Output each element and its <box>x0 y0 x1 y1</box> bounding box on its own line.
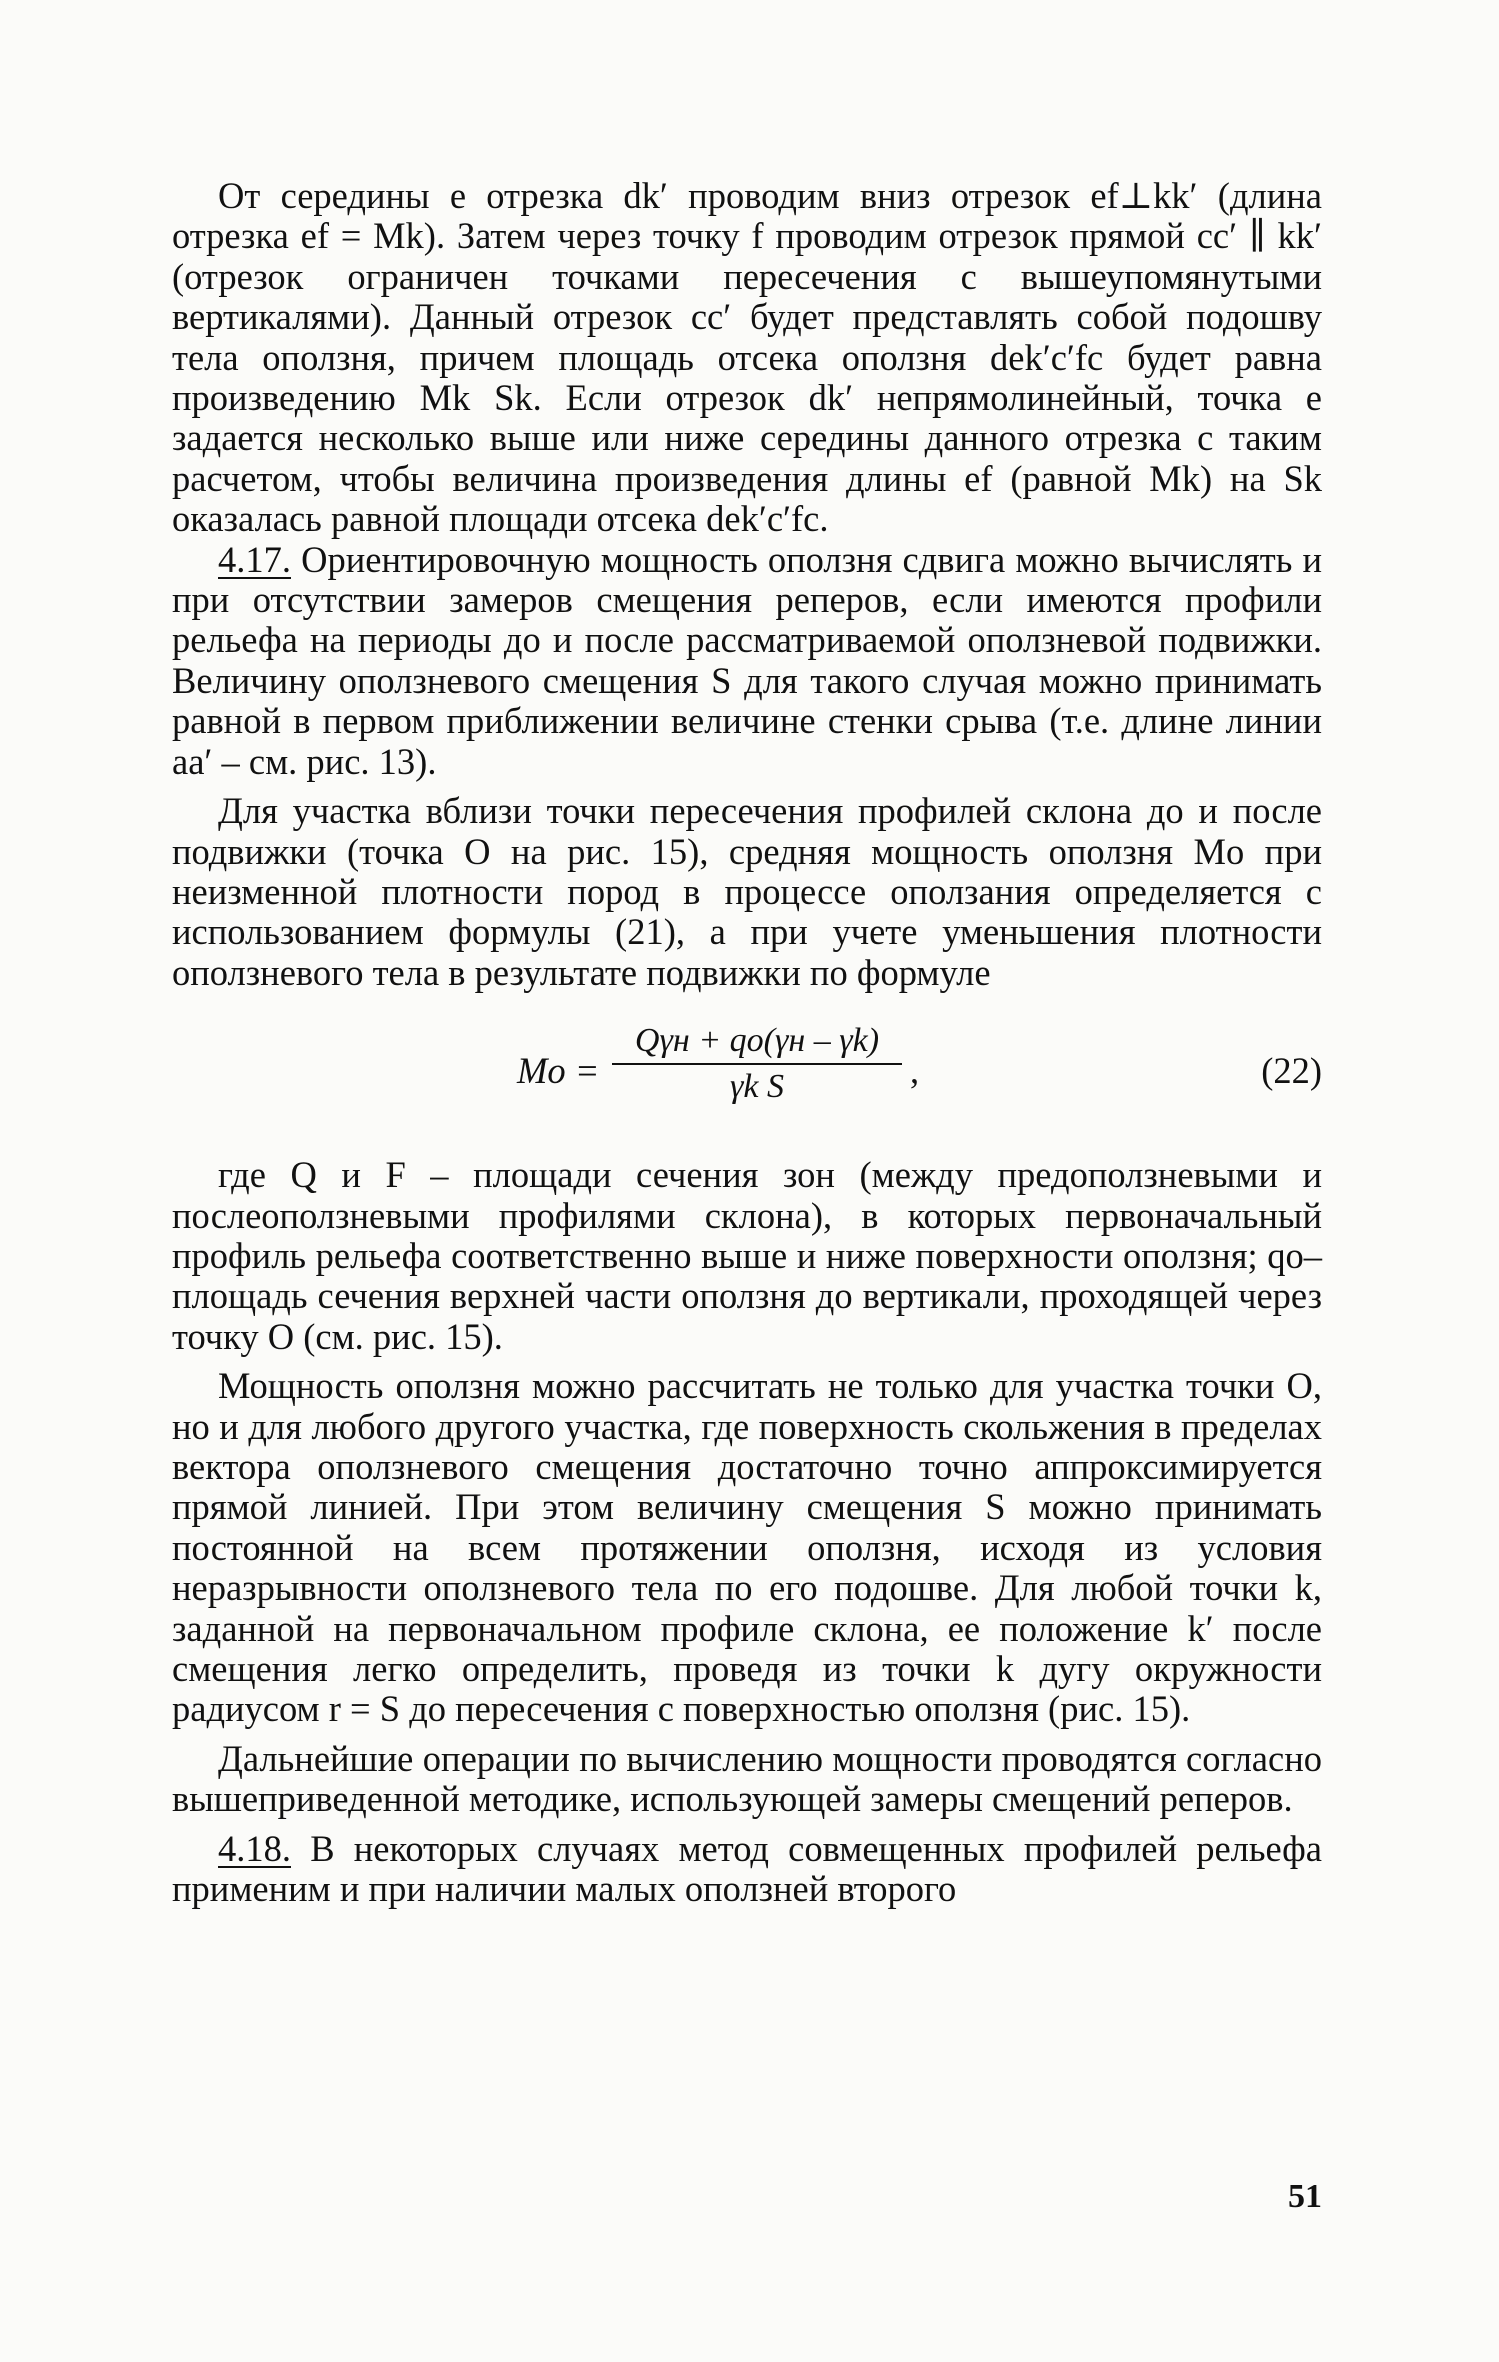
fraction-bar <box>612 1063 902 1065</box>
page-number: 51 <box>1288 2178 1322 2215</box>
formula-denominator: γk S <box>730 1068 784 1106</box>
paragraph-ef-construction: От середины e отрезка dk′ проводим вниз отрезок ef⊥kk′ (длина отрезка ef = Mk). Затем через точку f проводим отрезок прямой cc′ ∥ kk′ (отрезок ограничен точками пересечения с вышеупомянутыми вертикалями). Данный отрезок cc′ будет представлять собой подошву тела оползня, причем площадь отсека оползня dek′c′fc будет равна произведению Mk Sk. Если отрезок dk′ непрямолинейный, точка e задается несколько выше или ниже середины данного отрезка с таким расчетом, чтобы величина произведения длины ef (равной Mk) на Sk оказалась равной площади отсека dek′c′fc. <box>172 175 1322 540</box>
formula-22 <box>172 1021 1322 1129</box>
section-number-4-18: 4.18. <box>218 1827 291 1869</box>
paragraph-any-point: Мощность оползня можно рассчитать не только для участка точки O, но и для любого другого участка, где поверхность скольжения в пределах вектора оползневого смещения достаточно точно аппроксимируется прямой линией. При этом величину смещения S можно принимать постоянной на всем протяжении оползня, исходя из условия неразрывности оползневого тела по его подошве. Для любой точки k, заданной на первоначальном профиле склона, ее положение k′ после смещения легко определить, проведя из точки k дугу окружности радиусом r = S до пересечения с поверхностью оползня (рис. 15). <box>172 1365 1322 1730</box>
paragraph-4-18-text: В некоторых случаях метод совмещенных профилей рельефа применим и при наличии малых оползней второго <box>172 1827 1323 1910</box>
equation-number: (22) <box>1261 1050 1322 1092</box>
paragraph-4-17 <box>172 540 1322 782</box>
paragraph-point-o: Для участка вблизи точки пересечения профилей склона до и после подвижки (точка O на рис. 15), средняя мощность оползня Mo при неизменной плотности пород в процессе оползания определяется с использованием формулы (21), а при учете уменьшения плотности оползневого тела в результате подвижки по формуле <box>172 790 1322 993</box>
formula-numerator: Qγн + qo(γн – γk) <box>634 1022 880 1060</box>
paragraph-4-17-text: Ориентировочную мощность оползня сдвига можно вычислять и при отсутствии замеров смещения реперов, если имеются профили рельефа на периоды до и после рассматриваемой оползневой подвижки. Величину оползневого смещения S для такого случая можно принимать равной в первом приближении величине стенки срыва (т.е. длине линии aa′ – см. рис. 13). <box>172 538 1323 782</box>
paragraph-4-18 <box>172 1829 1322 1910</box>
paragraph-further-operations: Дальнейшие операции по вычислению мощности проводятся согласно вышеприведенной методике, использующей замеры смещений реперов. <box>172 1737 1322 1820</box>
formula-comma: , <box>910 1050 920 1092</box>
section-number-4-17: 4.17. <box>218 538 291 580</box>
paragraph-where: где Q и F – площади сечения зон (между предоползневыми и послеоползневыми профилями склона), в которых первоначальный профиль рельефа соответственно выше и ниже поверхности оползня; qo– площадь сечения верхней части оползня до вертикали, проходящей через точку O (см. рис. 15). <box>172 1154 1322 1357</box>
formula-fraction <box>612 1021 902 1107</box>
body-text <box>172 176 1322 1909</box>
formula-lhs: Mo = <box>517 1050 600 1092</box>
